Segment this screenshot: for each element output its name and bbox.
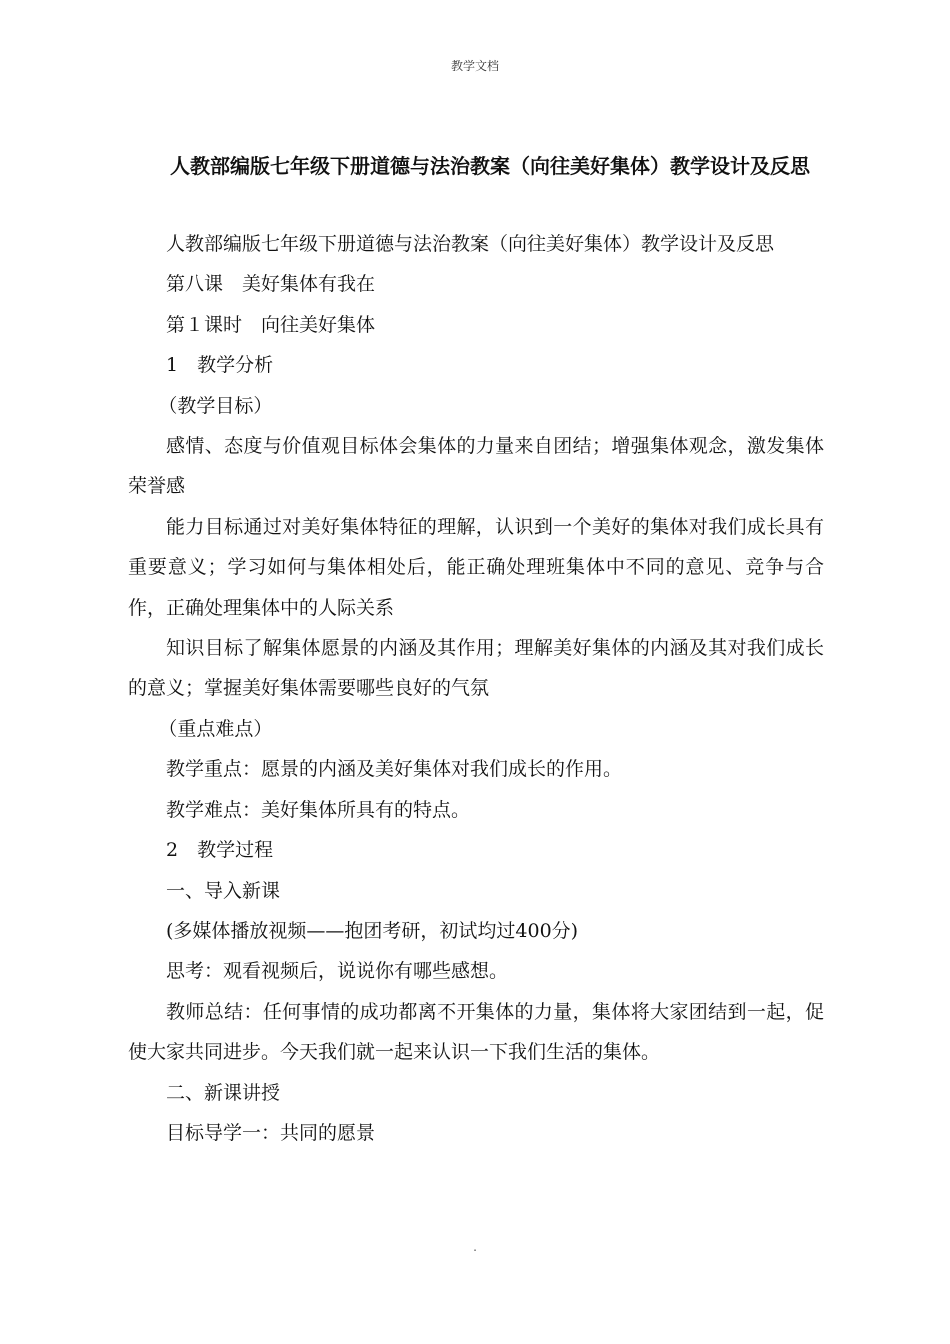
paragraph-section-analysis: 1 教学分析 <box>166 354 274 377</box>
paragraph-new-lesson-heading: 二、新课讲授 <box>166 1081 281 1104</box>
paragraph-key-point: 教学重点：愿景的内涵及美好集体对我们成长的作用。 <box>166 758 623 781</box>
paragraph-lesson: 第八课 美好集体有我在 <box>166 273 376 296</box>
paragraph-period: 第１课时 向往美好集体 <box>166 313 376 336</box>
paragraph-teacher-summary: 教师总结：任何事情的成功都离不开集体的力量，集体将大家团结到一起，促使大家共同进步。今天我们就一起来认识一下我们生活的集体。 <box>128 1000 824 1064</box>
page-footer-mark: . <box>473 1240 477 1254</box>
paragraph-emotion-goal: 感情、态度与价值观目标体会集体的力量来自团结；增强集体观念，激发集体荣誉感 <box>128 435 824 498</box>
paragraph-section-process: 2 教学过程 <box>166 839 274 862</box>
document-title: 人教部编版七年级下册道德与法治教案（向往美好集体）教学设计及反思 <box>170 154 810 178</box>
document-body <box>128 224 824 1153</box>
paragraph-target-one: 目标导学一：共同的愿景 <box>166 1121 376 1144</box>
paragraph-ability-goal: 能力目标通过对美好集体特征的理解，认识到一个美好的集体对我们成长具有重要意义；学习如何与集体相处后，能正确处理班集体中不同的意见、竞争与合作，正确处理集体中的人际关系 <box>128 515 824 619</box>
paragraph-subtitle: 人教部编版七年级下册道德与法治教案（向往美好集体）教学设计及反思 <box>166 233 775 255</box>
paragraph-question: 思考：观看视频后，说说你有哪些感想。 <box>166 960 509 983</box>
paragraph-video-note: (多媒体播放视频——抱团考研，初试均过400分) <box>166 919 579 942</box>
page-header: 教学文档 <box>450 59 499 73</box>
paragraph-knowledge-goal: 知识目标了解集体愿景的内涵及其作用；理解美好集体的内涵及其对我们成长的意义；掌握美好集体需要哪些良好的气氛 <box>128 637 824 700</box>
paragraph-intro-heading: 一、导入新课 <box>166 879 281 902</box>
paragraph-objectives-heading: （教学目标） <box>158 394 273 417</box>
paragraph-key-points-heading: （重点难点） <box>158 717 273 740</box>
paragraph-difficult-point: 教学难点：美好集体所具有的特点。 <box>166 798 471 821</box>
